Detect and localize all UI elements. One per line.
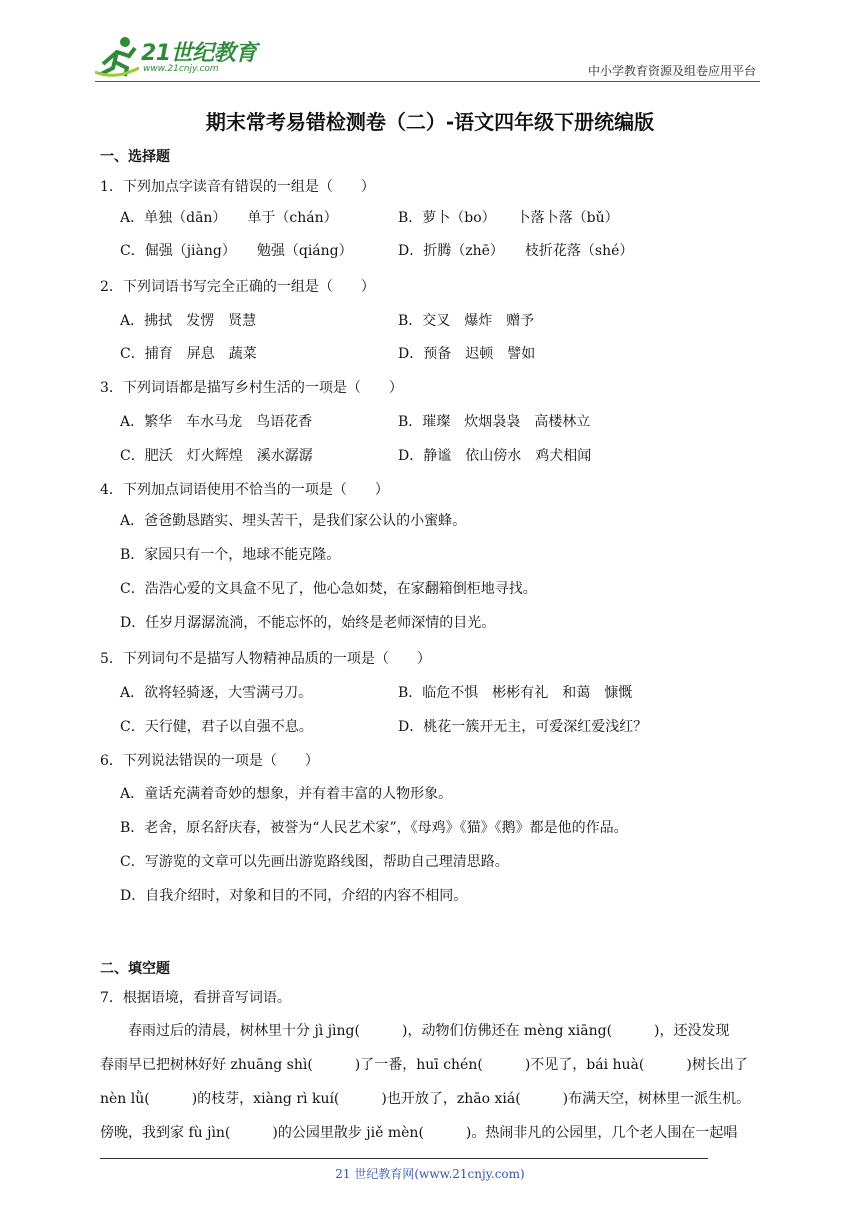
option-a: A．欲将轻骑逐，大雪满弓刀。	[120, 685, 313, 701]
option-b: B．交叉 爆炸 赠予	[398, 313, 535, 329]
option-c: C．捕育 屏息 蔬菜	[120, 346, 257, 362]
option-a: A．爸爸勤恳踏实、埋头苦干，是我们家公认的小蜜蜂。	[120, 513, 467, 529]
option-b: B．临危不惧 彬彬有礼 和蔼 慷慨	[398, 685, 633, 701]
paragraph-line: nèn lǜ( )的枝芽，xiàng rì kuí( )也开放了，zhāo xiá( )布满天空，树林里一派生机。	[100, 1091, 751, 1107]
page-footer: 21 世纪教育网(www.21cnjy.com)	[335, 1167, 525, 1181]
question-stem: 2．下列词语书写完全正确的一组是（ ）	[100, 279, 375, 295]
page-title: 期末常考易错检测卷（二）-语文四年级下册统编版	[205, 110, 655, 134]
question-stem: 6．下列说法错误的一项是（ ）	[100, 753, 319, 769]
logo-text: 21世纪教育	[141, 41, 257, 66]
option-a: A．单独（dān） 单于（chán）	[120, 210, 338, 226]
option-d: D．预备 迟顿 譬如	[398, 346, 536, 362]
section-heading-choice: 一、选择题	[100, 149, 170, 165]
section-heading-fill: 二、填空题	[100, 961, 170, 977]
option-c: C．倔强（jiàng） 勉强（qiáng）	[120, 243, 353, 259]
paragraph-line: 春雨过后的清晨，树林里十分 jì jìng( )，动物们仿佛还在 mèng xiāng( )，还没发现	[100, 1023, 730, 1039]
option-d: D．任岁月潺潺流淌，不能忘怀的，始终是老师深情的目光。	[120, 615, 496, 631]
option-d: D．静谧 依山傍水 鸡犬相闻	[398, 448, 592, 464]
question-stem: 3．下列词语都是描写乡村生活的一项是（ ）	[100, 380, 403, 396]
platform-label: 中小学教育资源及组卷应用平台	[587, 64, 756, 78]
header-divider	[95, 81, 760, 82]
option-d: D．自我介绍时，对象和目的不同，介绍的内容不相同。	[120, 888, 468, 904]
option-a: A．童话充满着奇妙的想象，并有着丰富的人物形象。	[120, 786, 453, 802]
question-stem: 4．下列加点词语使用不恰当的一项是（ ）	[100, 482, 389, 498]
paragraph-line: 春雨早已把树林好好 zhuāng shì( )了一番，huī chén( )不见了，bái huà( )树长出了	[100, 1057, 748, 1073]
logo	[95, 34, 275, 78]
option-a: A．繁华 车水马龙 鸟语花香	[120, 414, 313, 430]
paragraph-line: 傍晚，我到家 fù jìn( )的公园里散步 jiě mèn( )。热闹非凡的公园里，几个老人围在一起唱	[100, 1125, 738, 1141]
option-c: C．天行健，君子以自强不息。	[120, 719, 313, 735]
option-c: C．肥沃 灯火辉煌 溪水潺潺	[120, 448, 313, 464]
logo-url: www.21cnjy.com	[143, 64, 219, 74]
page-header	[95, 34, 760, 82]
question-stem: 7．根据语境，看拼音写词语。	[100, 990, 291, 1006]
option-b: B．家园只有一个，地球不能克隆。	[120, 547, 341, 563]
option-b: B．老舍，原名舒庆春，被誉为“人民艺术家”，《母鸡》《猫》《鹅》都是他的作品。	[120, 820, 628, 836]
option-d: D．折腾（zhē） 枝折花落（shé）	[398, 243, 634, 259]
question-stem: 1．下列加点字读音有错误的一组是（ ）	[100, 179, 375, 195]
footer-divider	[100, 1158, 708, 1159]
question-stem: 5．下列词句不是描写人物精神品质的一项是（ ）	[100, 651, 431, 667]
option-b: B．璀璨 炊烟袅袅 高楼林立	[398, 414, 591, 430]
option-d: D．桃花一簇开无主，可爱深红爱浅红？	[398, 719, 648, 735]
option-c: C．写游览的文章可以先画出游览路线图，帮助自己理清思路。	[120, 854, 509, 870]
option-b: B．萝卜（bo） 卜落卜落（bǔ）	[398, 210, 619, 226]
option-c: C．浩浩心爱的文具盒不见了，他心急如焚，在家翻箱倒柜地寻找。	[120, 581, 537, 597]
runner-logo-icon	[95, 34, 141, 78]
option-a: A．拂拭 发愣 贤慧	[120, 313, 257, 329]
